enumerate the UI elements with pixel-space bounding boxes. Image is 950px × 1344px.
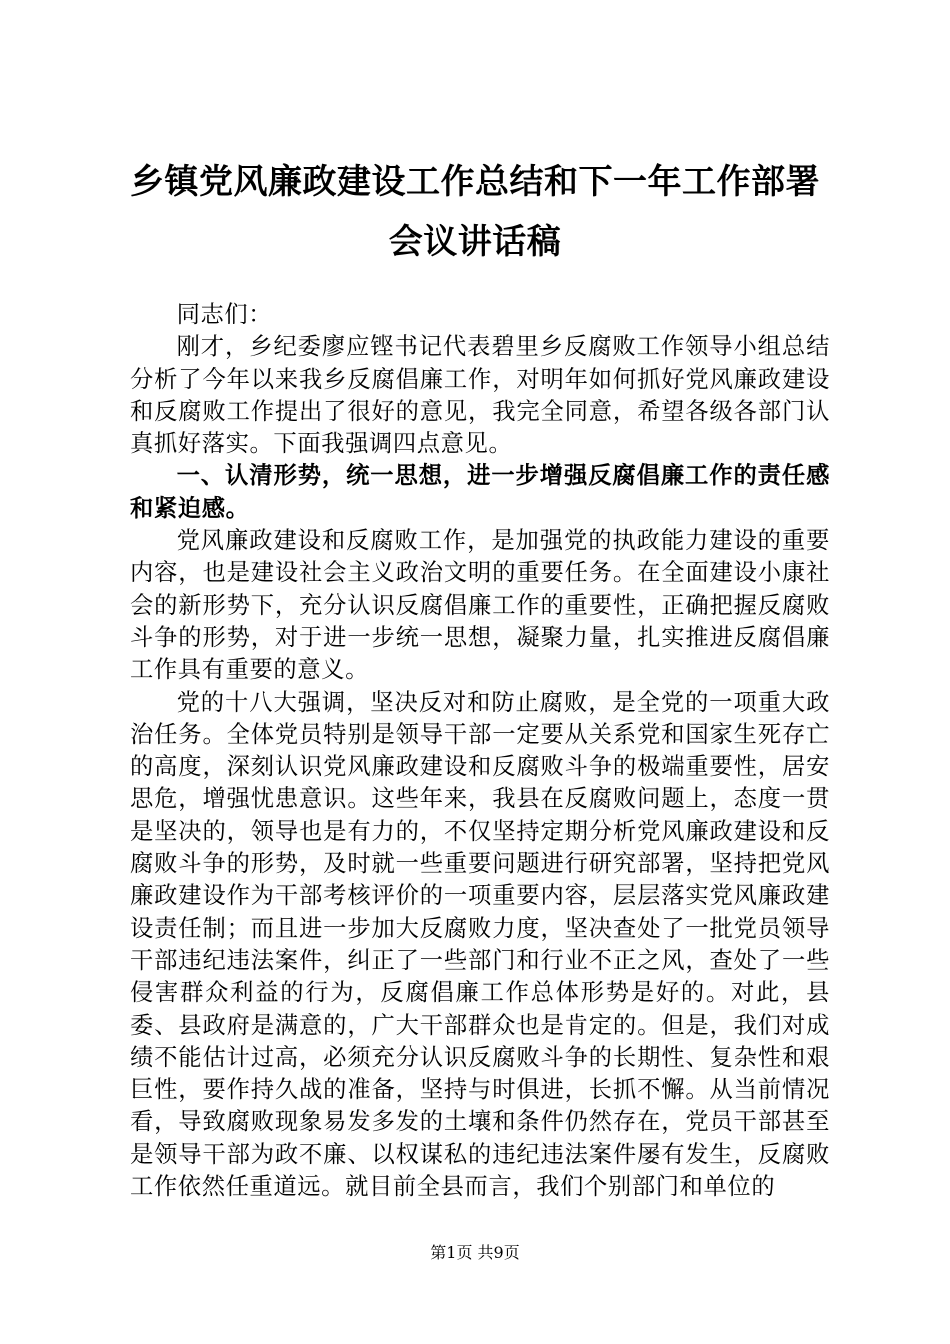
document-title-line-2: 会议讲话稿 xyxy=(388,222,562,262)
page-footer: 第1页 共9页 xyxy=(430,1243,520,1262)
salutation: 同志们： xyxy=(176,301,273,328)
body-paragraph: 党的十八大强调，坚决反对和防止腐败，是全党的一项重大政治任务。全体党员特别是领导干部一定要从关系党和国家生死存亡的高度，深刻认识党风廉政建设和反腐败斗争的极端重要性，居安思危，增强忧患意识。这些年来，我县在反腐败问题上，态度一贯是坚决的，领导也是有力的，不仅坚持定期分析党风廉政建设和反腐败斗争的形势，及时就一些重要问题进行研究部署，坚持把党风廉政建设作为干部考核评价的一项重要内容，层层落实党风廉政建设责任制；而且进一步加大反腐败力度，坚决查处了一批党员领导干部违纪违法案件，纠正了一些部门和行业不正之风，查处了一些侵害群众利益的行为，反腐倡廉工作总体形势是好的。对此，县委、县政府是满意的，广大干部群众也是肯定的。但是，我们对成绩不能估计过高，必须充分认识反腐败斗争的长期性、复杂性和艰巨性，要作持久战的准备，坚持与时俱进，长抓不懈。从当前情况看，导致腐败现象易发多发的土壤和条件仍然存在，党员干部甚至是领导干部为政不廉、以权谋私的违纪违法案件屡有发生，反腐败工作依然任重道远。就目前全县而言，我们个别部门和单位的 xyxy=(130,688,830,1201)
document-title-line-1: 乡镇党风廉政建设工作总结和下一年工作部署 xyxy=(130,162,820,202)
body-paragraph: 刚才，乡纪委廖应铿书记代表碧里乡反腐败工作领导小组总结分析了今年以来我乡反腐倡廉工作，对明年如何抓好党风廉政建设和反腐败工作提出了很好的意见，我完全同意，希望各级各部门认真抓好落实。下面我强调四点意见。 xyxy=(130,333,830,458)
body-paragraph: 党风廉政建设和反腐败工作，是加强党的执政能力建设的重要内容，也是建设社会主义政治文明的重要任务。在全面建设小康社会的新形势下，充分认识反腐倡廉工作的重要性，正确把握反腐败斗争的形势，对于进一步统一思想，凝聚力量，扎实推进反腐倡廉工作具有重要的意义。 xyxy=(130,527,830,684)
section-heading: 一、认清形势，统一思想，进一步增强反腐倡廉工作的责任感和紧迫感。 xyxy=(130,462,830,522)
document-body xyxy=(130,299,830,1203)
